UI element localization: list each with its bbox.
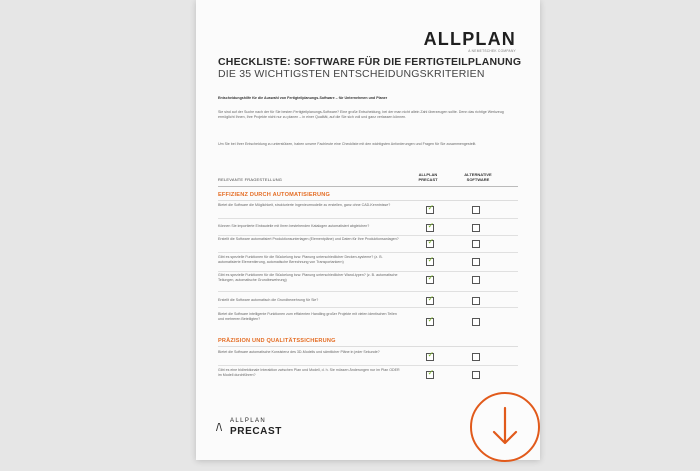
row-question: Gibt es spezielle Funktionen für die Stückelung bzw. Planung unterschiedlicher Decken-systeme? (z. B. automatisierte Elementierung, automatische Berechnung von Transportankern): [218, 255, 383, 265]
intro-paragraph-2: Um Sie bei Ihrer Entscheidung zu unterstützen, haben unsere Fachleute eine Checkliste mit den wichtigsten Anforderungen und Fragen für Sie zusammengestellt.: [218, 142, 477, 146]
alternative-checkbox[interactable]: [472, 318, 480, 326]
row-question: Gibt es spezielle Funktionen für die Stückelung bzw. Planung unterschiedlicher Wand-typen? (z. B. automatische Teilungen, automatische Grundbewehrung): [218, 273, 398, 283]
checkmark-icon: ✓: [427, 202, 435, 212]
checkmark-icon: ✓: [427, 293, 435, 303]
row-divider: [218, 365, 518, 366]
row-divider: [218, 307, 518, 308]
logo-tagline: A NEMETSCHEK COMPANY: [468, 49, 516, 53]
row-question: Gibt es eine bidirektionale Interaktion zwischen Plan und Modell, d. h. Sie müssen Änderungen nur im Plan ODER im Modell durchführen?: [218, 368, 400, 378]
row-divider: [218, 235, 518, 236]
allplan-checkbox[interactable]: [426, 254, 435, 266]
row-question: Bietet die Software automatische Konsistenz des 3D-Modells und sämtlicher Pläne in jeder Sekunde?: [218, 350, 380, 354]
checkmark-icon: ✓: [427, 236, 435, 246]
document-title: CHECKLISTE: SOFTWARE FÜR DIE FERTIGTEILPLANUNG: [218, 56, 522, 68]
lead-text: Entscheidungshilfe für die Auswahl von Fertigteilplanungs-Software – für Unternehmen und Planer: [218, 96, 388, 100]
column-header-alternative: ALTERNATIVE SOFTWARE: [464, 172, 492, 183]
checkmark-icon: ✓: [427, 314, 435, 324]
row-question: Erstellt die Software automatisiert Produktionsunterlagen (Elementpläne) und Daten für Ihre Produktionsanlagen?: [218, 237, 399, 241]
row-question: Bietet die Software die Möglichkeit, strukturierte Ingenieurmodelle zu erstellen, ganz ohne CAD-Kenntnisse?: [218, 203, 391, 207]
checkmark-icon: ✓: [427, 220, 435, 230]
allplan-checkbox[interactable]: [426, 349, 435, 361]
row-divider: [218, 271, 518, 272]
checkmark-icon: ✓: [427, 272, 435, 282]
allplan-checkbox[interactable]: [426, 220, 435, 232]
alternative-checkbox[interactable]: [472, 276, 480, 284]
row-divider: [218, 291, 518, 292]
section-heading: PRÄZISION UND QUALITÄTSSICHERUNG: [218, 338, 518, 347]
checkmark-icon: ✓: [427, 367, 435, 377]
row-question: Bietet die Software intelligente Funktionen zum effizienten Handling großer Projekte mit vielen identischen Teilen und mehreren Beteiligten?: [218, 312, 397, 322]
alternative-checkbox[interactable]: [472, 240, 480, 248]
section-heading: EFFIZIENZ DURCH AUTOMATISIERUNG: [218, 192, 518, 201]
document-subtitle: DIE 35 WICHTIGSTEN ENTSCHEIDUNGSKRITERIEN: [218, 68, 485, 80]
alternative-checkbox[interactable]: [472, 371, 480, 379]
row-question: Erstellt die Software automatisch die Grundbewehrung für Sie?: [218, 298, 319, 302]
alternative-checkbox[interactable]: [472, 206, 480, 214]
allplan-checkbox[interactable]: [426, 314, 435, 326]
table-header: [218, 172, 518, 187]
allplan-checkbox[interactable]: [426, 367, 435, 379]
download-button[interactable]: [470, 392, 540, 462]
alternative-checkbox[interactable]: [472, 258, 480, 266]
allplan-logo: [424, 30, 516, 53]
allplan-checkbox[interactable]: [426, 202, 435, 214]
download-arrow-icon: [472, 394, 538, 460]
footer-logo-word: ALLPLAN: [230, 418, 267, 424]
column-header-question: RELEVANTE FRAGESTELLUNG: [218, 177, 283, 182]
allplan-checkbox[interactable]: [426, 236, 435, 248]
logo-wordmark: ALLPLAN: [423, 29, 516, 49]
footer-logo-product: PRECAST: [230, 426, 282, 437]
alternative-checkbox[interactable]: [472, 353, 480, 361]
alternative-checkbox[interactable]: [472, 297, 480, 305]
allplan-checkbox[interactable]: [426, 272, 435, 284]
column-header-allplan: ALLPLAN PRECAST: [418, 172, 438, 183]
checklist-document-preview[interactable]: [196, 0, 540, 460]
row-divider: [218, 218, 518, 219]
row-divider: [218, 252, 518, 253]
row-question: Können Sie importierte Einbauteile mit Ihren bestehenden Katalogen automatisiert abgleichen?: [218, 224, 370, 228]
allplan-checkbox[interactable]: [426, 293, 435, 305]
checkmark-icon: ✓: [427, 349, 435, 359]
allplan-logo-mark: /\: [216, 422, 223, 434]
intro-paragraph: Sie sind auf der Suche nach der für Sie besten Fertigteilplanungs-Software? Eine große Entscheidung, bei der man nicht allein Zahl überzeugen sollte. Denn das richtige Werkzeug ermöglicht Ihnen, Ihre Projekte nicht nur zu planen – in einer Qualität, auf die Sie sich voll und ganz verlassen können.: [218, 110, 504, 120]
checkmark-icon: ✓: [427, 254, 435, 264]
alternative-checkbox[interactable]: [472, 224, 480, 232]
